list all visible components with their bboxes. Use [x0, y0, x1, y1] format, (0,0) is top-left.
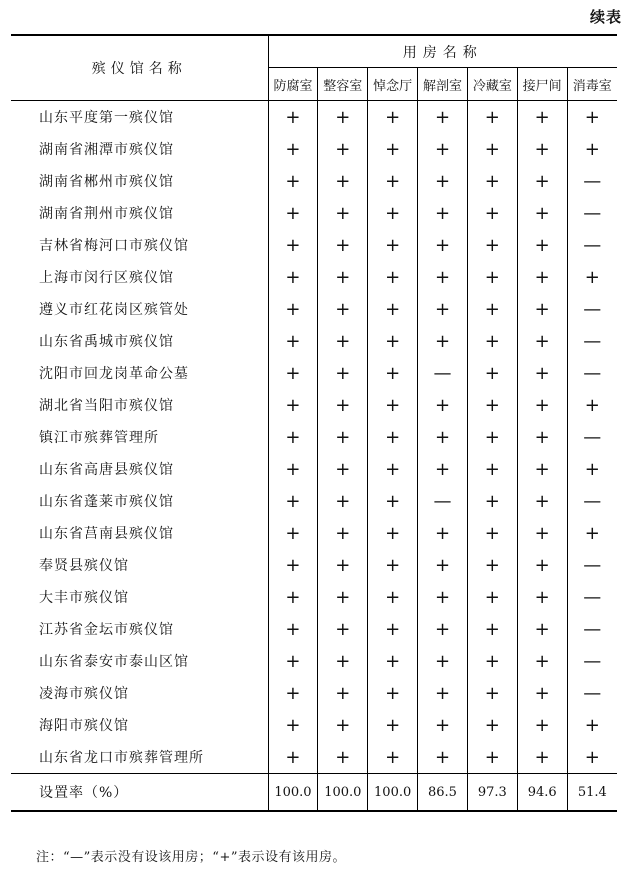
table-row — [11, 389, 617, 421]
room-presence-mark: + — [517, 197, 567, 229]
table-row — [11, 613, 617, 645]
room-presence-mark: + — [418, 613, 468, 645]
room-presence-mark: + — [268, 645, 318, 677]
room-presence-mark: — — [583, 170, 602, 192]
room-presence-mark: + — [584, 394, 600, 416]
room-presence-mark: + — [517, 421, 567, 453]
room-presence-mark: + — [517, 485, 567, 517]
room-presence-mark: + — [517, 453, 567, 485]
room-presence-mark: + — [368, 485, 418, 517]
room-presence-mark: + — [268, 261, 318, 293]
room-column-header: 整容室 — [318, 68, 368, 101]
room-presence-mark: — — [583, 650, 602, 672]
room-presence-mark: + — [318, 293, 368, 325]
room-presence-mark: + — [268, 581, 318, 613]
room-presence-mark: + — [584, 522, 600, 544]
room-presence-mark: + — [368, 677, 418, 709]
room-presence-mark: + — [467, 645, 517, 677]
room-presence-mark: + — [268, 325, 318, 357]
funeral-home-name: 江苏省金坛市殡仪馆 — [11, 613, 268, 645]
room-presence-mark: + — [467, 357, 517, 389]
room-presence-mark: + — [318, 677, 368, 709]
room-presence-mark: + — [467, 325, 517, 357]
funeral-home-name: 海阳市殡仪馆 — [11, 709, 268, 741]
room-presence-mark: + — [418, 645, 468, 677]
room-presence-mark: + — [318, 709, 368, 741]
room-presence-mark: + — [318, 517, 368, 549]
room-presence-mark: + — [268, 133, 318, 165]
table-row — [11, 517, 617, 549]
room-presence-mark: + — [318, 741, 368, 774]
room-presence-mark: + — [368, 357, 418, 389]
room-presence-mark: + — [268, 709, 318, 741]
room-presence-mark: + — [517, 229, 567, 261]
room-presence-mark: + — [318, 229, 368, 261]
table-row — [11, 101, 617, 134]
funeral-home-name: 奉贤县殡仪馆 — [11, 549, 268, 581]
funeral-home-name: 山东省龙口市殡葬管理所 — [11, 741, 268, 774]
rate-value: 51.4 — [567, 774, 617, 812]
room-presence-mark: + — [467, 517, 517, 549]
room-presence-mark: + — [268, 165, 318, 197]
room-column-header: 解剖室 — [418, 68, 468, 101]
room-presence-mark: + — [584, 746, 600, 768]
room-presence-mark: + — [368, 261, 418, 293]
rate-label: 设置率（%） — [11, 774, 268, 812]
room-presence-mark: + — [268, 101, 318, 134]
footnote: 注：“—”表示没有设该用房；“+”表示设有该用房。 — [36, 850, 346, 865]
funeral-home-name: 吉林省梅河口市殡仪馆 — [11, 229, 268, 261]
room-presence-mark: + — [318, 549, 368, 581]
room-presence-mark: + — [517, 517, 567, 549]
room-presence-mark: + — [467, 389, 517, 421]
room-presence-mark: + — [368, 709, 418, 741]
funeral-home-name: 上海市闵行区殡仪馆 — [11, 261, 268, 293]
rate-value: 100.0 — [268, 774, 318, 812]
room-presence-mark: + — [517, 133, 567, 165]
rate-row — [11, 774, 617, 812]
room-presence-mark: + — [517, 325, 567, 357]
room-presence-mark: + — [517, 645, 567, 677]
room-presence-mark: + — [418, 229, 468, 261]
room-presence-mark: + — [268, 677, 318, 709]
room-presence-mark: + — [368, 229, 418, 261]
room-group-header: 用房名称 — [268, 35, 617, 68]
room-presence-mark: + — [318, 165, 368, 197]
table-row — [11, 261, 617, 293]
room-presence-mark: + — [517, 549, 567, 581]
room-presence-mark: + — [467, 165, 517, 197]
room-presence-mark: — — [583, 234, 602, 256]
table-row — [11, 709, 617, 741]
room-column-header: 悼念厅 — [368, 68, 418, 101]
rate-value: 94.6 — [517, 774, 567, 812]
room-presence-mark: + — [418, 101, 468, 134]
room-presence-mark: + — [268, 293, 318, 325]
rate-value: 97.3 — [467, 774, 517, 812]
room-presence-mark: + — [418, 741, 468, 774]
funeral-home-name: 山东省禹城市殡仪馆 — [11, 325, 268, 357]
rate-value: 100.0 — [318, 774, 368, 812]
room-presence-mark: + — [467, 261, 517, 293]
room-presence-mark: — — [583, 586, 602, 608]
room-presence-mark: + — [467, 709, 517, 741]
room-presence-mark: + — [318, 485, 368, 517]
funeral-home-name: 山东省莒南县殡仪馆 — [11, 517, 268, 549]
funeral-home-name: 山东平度第一殡仪馆 — [11, 101, 268, 134]
room-presence-mark: + — [318, 453, 368, 485]
room-presence-mark: + — [368, 613, 418, 645]
room-presence-mark: + — [268, 453, 318, 485]
funeral-home-name: 湖北省当阳市殡仪馆 — [11, 389, 268, 421]
room-presence-mark: + — [517, 165, 567, 197]
room-presence-mark: + — [368, 293, 418, 325]
table-row — [11, 485, 617, 517]
room-presence-mark: + — [517, 581, 567, 613]
room-presence-mark: + — [318, 581, 368, 613]
room-presence-mark: + — [418, 261, 468, 293]
room-presence-mark: — — [418, 357, 468, 389]
table-row — [11, 549, 617, 581]
funeral-home-name: 沈阳市回龙岗革命公墓 — [11, 357, 268, 389]
room-presence-mark: + — [418, 549, 468, 581]
room-presence-mark: + — [268, 613, 318, 645]
room-presence-mark: — — [583, 426, 602, 448]
room-presence-mark: + — [368, 133, 418, 165]
room-presence-mark: + — [467, 485, 517, 517]
name-column-header: 殡仪馆名称 — [11, 35, 268, 101]
room-presence-mark: + — [268, 229, 318, 261]
room-column-header: 冷藏室 — [467, 68, 517, 101]
funeral-home-name: 湖南省湘潭市殡仪馆 — [11, 133, 268, 165]
room-presence-mark: + — [467, 453, 517, 485]
table-row — [11, 197, 617, 229]
room-presence-mark: + — [418, 517, 468, 549]
room-presence-mark: + — [268, 485, 318, 517]
room-presence-mark: + — [368, 453, 418, 485]
room-presence-mark: + — [418, 325, 468, 357]
room-presence-mark: + — [517, 261, 567, 293]
room-presence-mark: + — [467, 421, 517, 453]
room-presence-mark: + — [318, 261, 368, 293]
room-presence-mark: + — [368, 165, 418, 197]
table-row — [11, 229, 617, 261]
room-presence-mark: + — [584, 458, 600, 480]
room-presence-mark: + — [517, 389, 567, 421]
room-presence-mark: + — [318, 133, 368, 165]
room-presence-mark: + — [318, 613, 368, 645]
room-presence-mark: + — [318, 197, 368, 229]
room-presence-mark: + — [517, 101, 567, 134]
room-presence-mark: + — [517, 677, 567, 709]
room-presence-mark: + — [467, 549, 517, 581]
room-presence-mark: + — [318, 645, 368, 677]
funeral-home-name: 凌海市殡仪馆 — [11, 677, 268, 709]
room-presence-mark: + — [418, 197, 468, 229]
table-row — [11, 677, 617, 709]
room-presence-mark: + — [517, 357, 567, 389]
room-presence-mark: + — [584, 106, 600, 128]
room-presence-mark: + — [368, 645, 418, 677]
room-presence-mark: — — [418, 485, 468, 517]
room-presence-mark: + — [268, 517, 318, 549]
funeral-home-name: 山东省高唐县殡仪馆 — [11, 453, 268, 485]
funeral-home-name: 镇江市殡葬管理所 — [11, 421, 268, 453]
room-presence-mark: + — [268, 357, 318, 389]
room-presence-mark: + — [467, 581, 517, 613]
table-row — [11, 357, 617, 389]
room-presence-mark: + — [318, 421, 368, 453]
funeral-home-name: 遵义市红花岗区殡管处 — [11, 293, 268, 325]
room-presence-mark: — — [583, 298, 602, 320]
room-presence-mark: + — [418, 709, 468, 741]
room-presence-mark: + — [368, 581, 418, 613]
room-presence-mark: + — [368, 197, 418, 229]
room-presence-mark: + — [467, 293, 517, 325]
table-row — [11, 741, 617, 774]
room-presence-mark: + — [318, 325, 368, 357]
room-presence-mark: — — [583, 362, 602, 384]
rate-value: 86.5 — [418, 774, 468, 812]
room-presence-mark: + — [467, 613, 517, 645]
room-presence-mark: + — [584, 714, 600, 736]
funeral-home-name: 山东省蓬莱市殡仪馆 — [11, 485, 268, 517]
room-presence-mark: + — [268, 741, 318, 774]
funeral-home-name: 大丰市殡仪馆 — [11, 581, 268, 613]
rate-value: 100.0 — [368, 774, 418, 812]
room-presence-mark: + — [467, 133, 517, 165]
room-presence-mark: + — [418, 453, 468, 485]
room-column-header: 消毒室 — [567, 68, 617, 101]
room-presence-mark: — — [583, 490, 602, 512]
funeral-home-rooms-table — [11, 34, 617, 812]
room-presence-mark: + — [318, 357, 368, 389]
room-presence-mark: + — [418, 677, 468, 709]
room-presence-mark: + — [467, 229, 517, 261]
room-presence-mark: + — [517, 293, 567, 325]
room-presence-mark: + — [467, 741, 517, 774]
room-presence-mark: + — [418, 421, 468, 453]
funeral-home-name: 山东省泰安市泰山区馆 — [11, 645, 268, 677]
room-presence-mark: + — [584, 138, 600, 160]
room-presence-mark: + — [418, 293, 468, 325]
table-row — [11, 581, 617, 613]
table-row — [11, 165, 617, 197]
room-presence-mark: + — [318, 389, 368, 421]
table-row — [11, 645, 617, 677]
room-presence-mark: + — [418, 165, 468, 197]
room-presence-mark: + — [467, 101, 517, 134]
table-row — [11, 133, 617, 165]
room-presence-mark: + — [318, 101, 368, 134]
room-presence-mark: + — [368, 389, 418, 421]
room-presence-mark: + — [368, 325, 418, 357]
table-row — [11, 325, 617, 357]
room-presence-mark: + — [418, 389, 468, 421]
room-presence-mark: — — [583, 682, 602, 704]
room-presence-mark: — — [583, 330, 602, 352]
funeral-home-name: 湖南省荆州市殡仪馆 — [11, 197, 268, 229]
room-presence-mark: + — [467, 677, 517, 709]
table-row — [11, 421, 617, 453]
room-presence-mark: + — [418, 581, 468, 613]
room-presence-mark: + — [368, 549, 418, 581]
continued-label: 续表 — [589, 8, 622, 26]
room-presence-mark: + — [517, 613, 567, 645]
funeral-home-name: 湖南省郴州市殡仪馆 — [11, 165, 268, 197]
room-column-header: 防腐室 — [268, 68, 318, 101]
table-row — [11, 293, 617, 325]
room-presence-mark: + — [268, 389, 318, 421]
room-presence-mark: + — [268, 197, 318, 229]
room-presence-mark: + — [268, 421, 318, 453]
room-presence-mark: + — [368, 421, 418, 453]
room-presence-mark: — — [583, 618, 602, 640]
room-presence-mark: + — [517, 709, 567, 741]
room-presence-mark: + — [517, 741, 567, 774]
room-presence-mark: + — [368, 517, 418, 549]
room-presence-mark: + — [368, 101, 418, 134]
room-presence-mark: + — [368, 741, 418, 774]
room-presence-mark: + — [467, 197, 517, 229]
room-presence-mark: + — [418, 133, 468, 165]
room-presence-mark: — — [583, 554, 602, 576]
room-column-header: 接尸间 — [517, 68, 567, 101]
room-presence-mark: + — [268, 549, 318, 581]
room-presence-mark: + — [584, 266, 600, 288]
table-row — [11, 453, 617, 485]
room-presence-mark: — — [583, 202, 602, 224]
